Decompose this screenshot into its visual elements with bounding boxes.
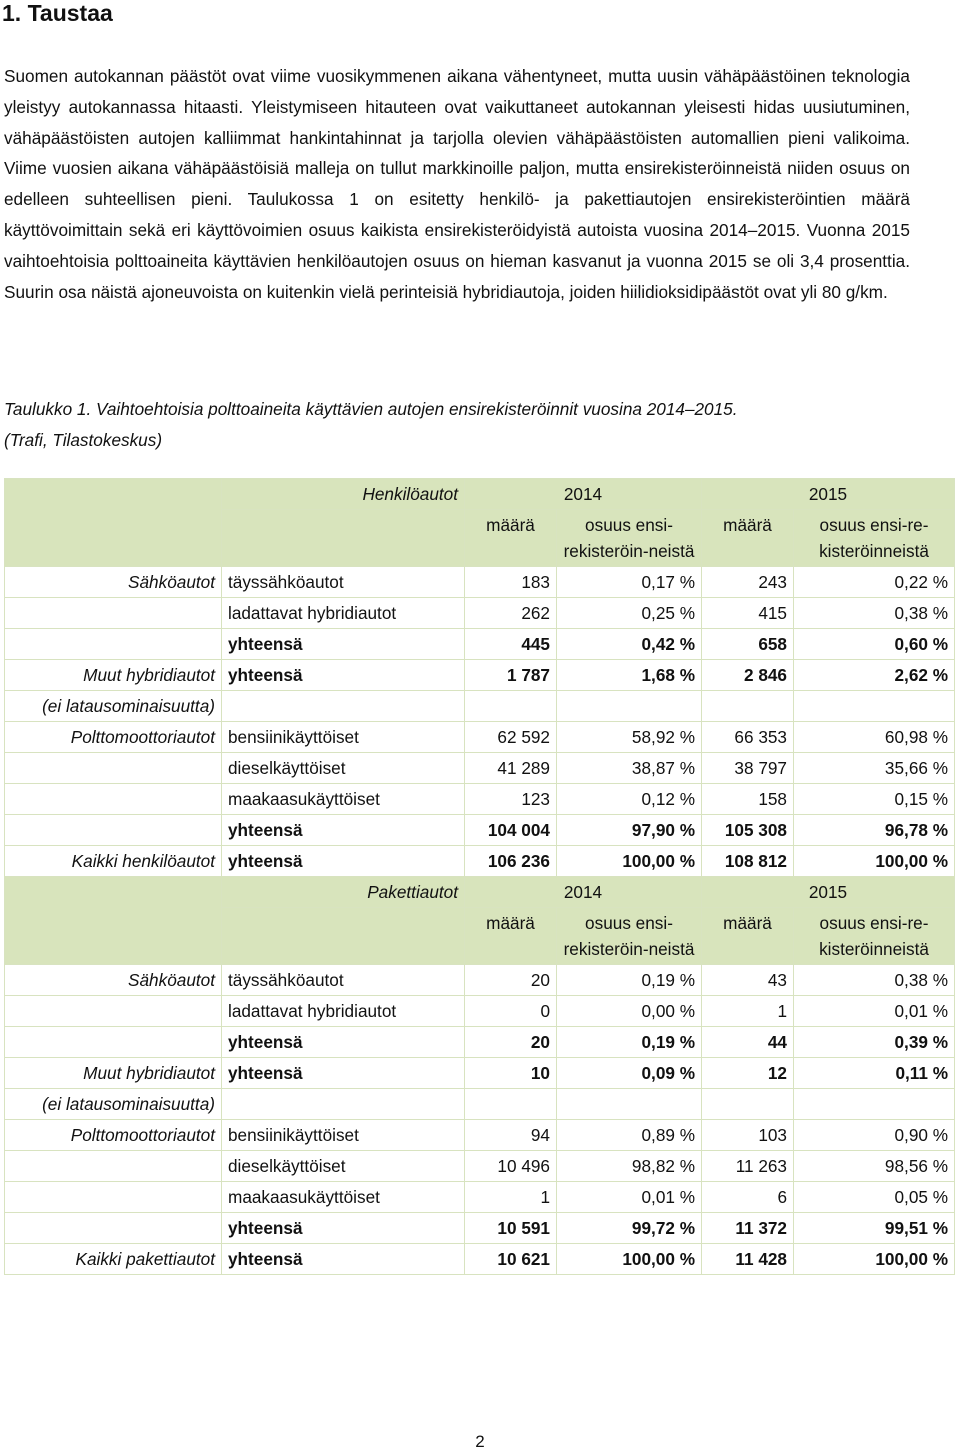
cell-share-2014: 0,01 %	[557, 1182, 702, 1213]
cell-share-2015: 98,56 %	[794, 1151, 955, 1182]
table-row	[5, 753, 955, 784]
table-row	[5, 784, 955, 815]
col-share-2014: osuus ensi-rekisteröin-neistä	[557, 510, 702, 567]
row-category: yhteensä	[222, 1244, 465, 1275]
table-row	[5, 660, 955, 691]
section-heading: 1. Taustaa	[2, 0, 113, 26]
table-row	[5, 1244, 955, 1275]
cell-share-2014: 99,72 %	[557, 1213, 702, 1244]
cell-share-2015: 0,15 %	[794, 784, 955, 815]
table-row	[5, 1213, 955, 1244]
page-number: 2	[475, 1432, 485, 1451]
cell-count-2014: 106 236	[465, 846, 557, 877]
cell-share-2015: 2,62 %	[794, 660, 955, 691]
row-category: bensiinikäyttöiset	[222, 722, 465, 753]
cell-share-2015: 100,00 %	[794, 846, 955, 877]
table-row	[5, 846, 955, 877]
row-group	[5, 1213, 222, 1244]
table-row	[5, 567, 955, 598]
row-group	[5, 753, 222, 784]
row-category: täyssähköautot	[222, 567, 465, 598]
row-group	[5, 996, 222, 1027]
cell-count-2015	[702, 1089, 794, 1120]
cell-share-2015: 0,05 %	[794, 1182, 955, 1213]
cell-share-2014: 100,00 %	[557, 846, 702, 877]
cell-share-2014: 0,17 %	[557, 567, 702, 598]
row-group	[5, 784, 222, 815]
table-row	[5, 1151, 955, 1182]
cell-count-2015	[702, 691, 794, 722]
table-row	[5, 1027, 955, 1058]
cell-count-2014: 10 621	[465, 1244, 557, 1275]
header-row	[5, 479, 955, 510]
year-2014: 2014	[465, 479, 702, 510]
cell-count-2014: 123	[465, 784, 557, 815]
cell-share-2015	[794, 691, 955, 722]
vans-section	[5, 877, 955, 1275]
row-group	[5, 1151, 222, 1182]
cell-count-2015: 243	[702, 567, 794, 598]
table-row	[5, 629, 955, 660]
body-paragraph: Suomen autokannan päästöt ovat viime vuosikymmenen aikana vähentyneet, mutta uusin vähäpäästöinen teknologia yleistyy autokannassa hitaasti. Yleistymiseen hitauteen ovat vaikuttaneet autokannan yleisesti hidas uusiutuminen, vähäpäästöisten autojen kalliimmat hankintahinnat ja tarjolla olevien vähäpäästöisten automallien pieni valikoima. Viime vuosien aikana vähäpäästöisiä malleja on tullut markkinoille paljon, mutta ensirekisteröinneistä niiden osuus on edelleen suhteellisen pieni. Taulukossa 1 on esitetty henkilö- ja pakettiautojen ensirekisteröintien määrä käyttövoimittain sekä eri käyttövoimien osuus kaikista ensirekisteröidyistä autoista vuosina 2014–2015. Vuonna 2015 vaihtoehtoisia polttoaineita käyttävien henkilöautojen osuus on hieman kasvanut ja vuonna 2015 se oli 3,4 prosenttia. Suurin osa näistä ajoneuvoista on kuitenkin vielä perinteisiä hybridiautoja, joiden hiilidioksidipäästöt ovat yli 80 g/km.	[4, 66, 910, 302]
col-share-2014: osuus ensi-rekisteröin-neistä	[557, 908, 702, 965]
cell-count-2014: 20	[465, 965, 557, 996]
cell-share-2014: 0,42 %	[557, 629, 702, 660]
row-group	[5, 1182, 222, 1213]
cell-share-2014: 0,19 %	[557, 965, 702, 996]
table-row	[5, 598, 955, 629]
row-category: täyssähköautot	[222, 965, 465, 996]
row-group	[5, 815, 222, 846]
row-group: Sähköautot	[5, 965, 222, 996]
cell-share-2014: 1,68 %	[557, 660, 702, 691]
cell-count-2014: 10	[465, 1058, 557, 1089]
cell-count-2014: 0	[465, 996, 557, 1027]
cars-section	[5, 479, 955, 877]
cell-count-2014: 10 496	[465, 1151, 557, 1182]
cell-share-2015: 100,00 %	[794, 1244, 955, 1275]
row-category: yhteensä	[222, 1213, 465, 1244]
cell-share-2014: 97,90 %	[557, 815, 702, 846]
row-group: Muut hybridiautot	[5, 1058, 222, 1089]
registrations-table	[4, 478, 955, 1275]
row-category: ladattavat hybridiautot	[222, 996, 465, 1027]
cell-count-2015: 66 353	[702, 722, 794, 753]
cell-share-2014: 0,19 %	[557, 1027, 702, 1058]
cell-share-2015: 0,01 %	[794, 996, 955, 1027]
row-category: bensiinikäyttöiset	[222, 1120, 465, 1151]
col-count-2014: määrä	[465, 510, 557, 567]
caption-title: Taulukko 1. Vaihtoehtoisia polttoaineita käyttävien autojen ensirekisteröinnit vuosina 2014–2015.	[4, 399, 738, 419]
row-category: yhteensä	[222, 815, 465, 846]
col-count-2015: määrä	[702, 510, 794, 567]
table-row	[5, 691, 955, 722]
cell-share-2014: 98,82 %	[557, 1151, 702, 1182]
year-2014: 2014	[465, 877, 702, 908]
cell-share-2015	[794, 1089, 955, 1120]
row-group: Kaikki pakettiautot	[5, 1244, 222, 1275]
header-empty	[222, 908, 465, 965]
cell-share-2015: 0,22 %	[794, 567, 955, 598]
header-row	[5, 877, 955, 908]
col-share-2015: osuus ensi-re-kisteröinneistä	[794, 908, 955, 965]
cell-share-2015: 0,38 %	[794, 965, 955, 996]
cell-share-2015: 35,66 %	[794, 753, 955, 784]
table-row	[5, 1120, 955, 1151]
row-category: yhteensä	[222, 629, 465, 660]
cell-share-2015: 60,98 %	[794, 722, 955, 753]
cell-share-2014	[557, 1089, 702, 1120]
cell-count-2015: 1	[702, 996, 794, 1027]
cell-count-2014: 262	[465, 598, 557, 629]
row-category: maakaasukäyttöiset	[222, 784, 465, 815]
row-category: yhteensä	[222, 1058, 465, 1089]
row-category: ladattavat hybridiautot	[222, 598, 465, 629]
table-row	[5, 815, 955, 846]
cell-count-2014: 445	[465, 629, 557, 660]
row-group: Muut hybridiautot	[5, 660, 222, 691]
cell-count-2015: 38 797	[702, 753, 794, 784]
cell-share-2015: 0,11 %	[794, 1058, 955, 1089]
row-category: yhteensä	[222, 660, 465, 691]
cell-count-2015: 103	[702, 1120, 794, 1151]
cell-count-2014: 41 289	[465, 753, 557, 784]
table-row	[5, 965, 955, 996]
cell-count-2015: 105 308	[702, 815, 794, 846]
cell-share-2014: 0,12 %	[557, 784, 702, 815]
cell-count-2015: 6	[702, 1182, 794, 1213]
row-category	[222, 1089, 465, 1120]
cell-count-2015: 2 846	[702, 660, 794, 691]
cell-count-2014: 20	[465, 1027, 557, 1058]
col-share-2015: osuus ensi-re-kisteröinneistä	[794, 510, 955, 567]
cell-count-2014	[465, 691, 557, 722]
cell-share-2015: 0,39 %	[794, 1027, 955, 1058]
cell-share-2014: 38,87 %	[557, 753, 702, 784]
row-group	[5, 1027, 222, 1058]
cell-count-2015: 11 263	[702, 1151, 794, 1182]
cell-count-2014	[465, 1089, 557, 1120]
year-2015: 2015	[702, 877, 955, 908]
cell-count-2014: 1	[465, 1182, 557, 1213]
row-category: yhteensä	[222, 1027, 465, 1058]
table-row	[5, 1058, 955, 1089]
row-category: dieselkäyttöiset	[222, 753, 465, 784]
section-title: Pakettiautot	[222, 877, 465, 908]
col-count-2015: määrä	[702, 908, 794, 965]
row-category: yhteensä	[222, 846, 465, 877]
table-row	[5, 1089, 955, 1120]
cell-share-2015: 0,38 %	[794, 598, 955, 629]
row-group	[5, 598, 222, 629]
row-group: Sähköautot	[5, 567, 222, 598]
cell-count-2015: 11 372	[702, 1213, 794, 1244]
cell-share-2014: 0,25 %	[557, 598, 702, 629]
year-2015: 2015	[702, 479, 955, 510]
cell-count-2014: 104 004	[465, 815, 557, 846]
cell-count-2015: 43	[702, 965, 794, 996]
cell-share-2014: 0,09 %	[557, 1058, 702, 1089]
table-row	[5, 1182, 955, 1213]
row-group: Polttomoottoriautot	[5, 722, 222, 753]
cell-count-2015: 44	[702, 1027, 794, 1058]
section-title: Henkilöautot	[222, 479, 465, 510]
caption-source: (Trafi, Tilastokeskus)	[4, 430, 163, 450]
cell-share-2015: 0,90 %	[794, 1120, 955, 1151]
cell-share-2014: 58,92 %	[557, 722, 702, 753]
cell-count-2015: 12	[702, 1058, 794, 1089]
cell-share-2015: 0,60 %	[794, 629, 955, 660]
row-group: (ei latausominaisuutta)	[5, 1089, 222, 1120]
cell-share-2015: 99,51 %	[794, 1213, 955, 1244]
table-row	[5, 996, 955, 1027]
cell-count-2014: 183	[465, 567, 557, 598]
cell-count-2015: 658	[702, 629, 794, 660]
row-group: Polttomoottoriautot	[5, 1120, 222, 1151]
header-empty	[5, 877, 222, 965]
cell-share-2015: 96,78 %	[794, 815, 955, 846]
header-empty	[5, 479, 222, 567]
cell-count-2015: 415	[702, 598, 794, 629]
row-group: (ei latausominaisuutta)	[5, 691, 222, 722]
cell-count-2015: 158	[702, 784, 794, 815]
row-group	[5, 629, 222, 660]
table-row	[5, 722, 955, 753]
cell-count-2015: 11 428	[702, 1244, 794, 1275]
cell-share-2014: 0,89 %	[557, 1120, 702, 1151]
row-category: dieselkäyttöiset	[222, 1151, 465, 1182]
cell-count-2015: 108 812	[702, 846, 794, 877]
row-group: Kaikki henkilöautot	[5, 846, 222, 877]
row-category	[222, 691, 465, 722]
cell-share-2014: 0,00 %	[557, 996, 702, 1027]
cell-count-2014: 62 592	[465, 722, 557, 753]
header-empty	[222, 510, 465, 567]
cell-share-2014	[557, 691, 702, 722]
cell-share-2014: 100,00 %	[557, 1244, 702, 1275]
row-category: maakaasukäyttöiset	[222, 1182, 465, 1213]
cell-count-2014: 94	[465, 1120, 557, 1151]
col-count-2014: määrä	[465, 908, 557, 965]
table-caption	[4, 394, 944, 456]
cell-count-2014: 10 591	[465, 1213, 557, 1244]
cell-count-2014: 1 787	[465, 660, 557, 691]
